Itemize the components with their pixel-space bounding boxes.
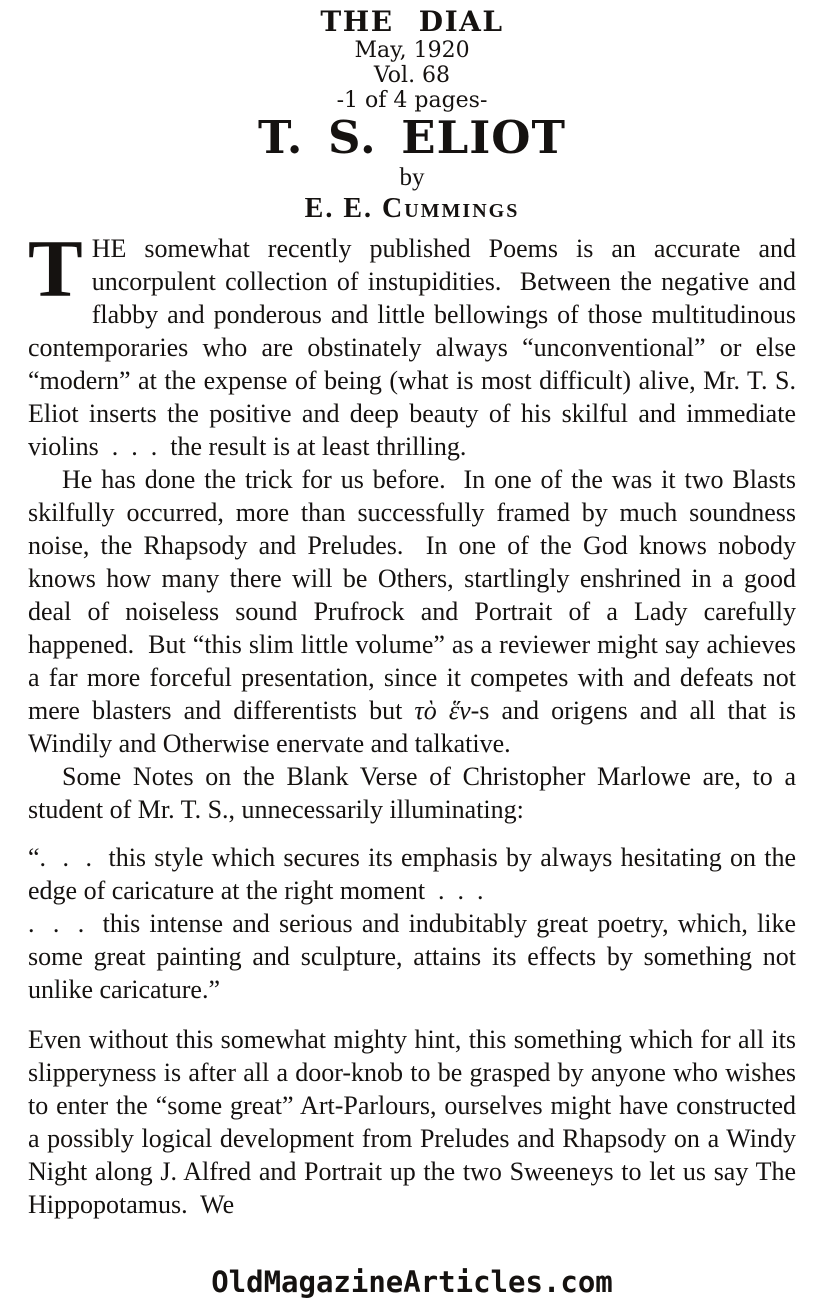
author-name: E. E. Cummings [304,193,520,224]
quote-line-2: . . . this intense and serious and indubitably great poetry, which, like some great painting and sculpture, attains its effects by something not unlike caricature.” [28,909,803,1004]
masthead [28,6,796,225]
paragraph-1-text: HE somewhat recently published Poems is an accurate and uncorpulent collection of instupidities. Between the negative and flabby and ponderous and little bellowings of those multitudinous contemporaries who are obstinately always “unconventional” or else “modern” at the expense of being (what is most difficult) alive, Mr. T. S. Eliot inserts the positive and deep beauty of his skilful and immediate violins . . . the result is at least thrilling. [28,234,803,461]
greek-phrase: τὸ ἕν [414,696,471,725]
watermark-text: OldMagazineArticles.com [211,1265,613,1299]
paragraph-3: Some Notes on the Blank Verse of Christopher Marlowe are, to a student of Mr. T. S., unnecessarily illuminating: [28,762,803,824]
paragraph-4: Even without this somewhat mighty hint, this something which for all its slipperyness is after all a door-knob to be grasped by anyone who wishes to enter the “some great” Art-Parlours, ourselves might have constructed a possibly logical development from Preludes and Rhapsody on a Windy Night along J. Alfred and Portrait up the two Sweeneys to let us say The Hippopotamus. We [28,1025,803,1219]
quote-line-1: “. . . this style which secures its emphasis by always hesitating on the edge of caricature at the right moment . . . [28,843,803,905]
article-title: T. S. ELIOT [258,111,566,164]
publication-title: THE DIAL [320,5,504,38]
article-body [28,223,803,1221]
volume-number: Vol. 68 [373,63,451,88]
block-quote [28,841,803,1006]
drop-cap: T [28,223,83,314]
paragraph-2 [28,463,803,760]
byline-prefix: by [399,164,425,191]
paragraph-2-text: He has done the trick for us before. In one of the was it two Blasts skilfully occurred, more than successfully framed by much soundness noise, the Rhapsody and Preludes. In one of the God knows nobody knows how many there will be Others, startlingly enshrined in a good deal of noiseless sound Prufrock and Portrait of a Lady carefully happened. But “this slim little volume” as a reviewer might say achieves a far more forceful presentation, since it competes with and defeats not mere blasters and differentists but [28,465,803,725]
issue-date: May, 1920 [354,38,470,63]
paragraph-1 [28,223,803,463]
page-count-note: -1 of 4 pages- [336,88,488,113]
paragraph-2-end: -s and origens and all that is Windily and Otherwise enervate and talkative. [28,696,803,758]
